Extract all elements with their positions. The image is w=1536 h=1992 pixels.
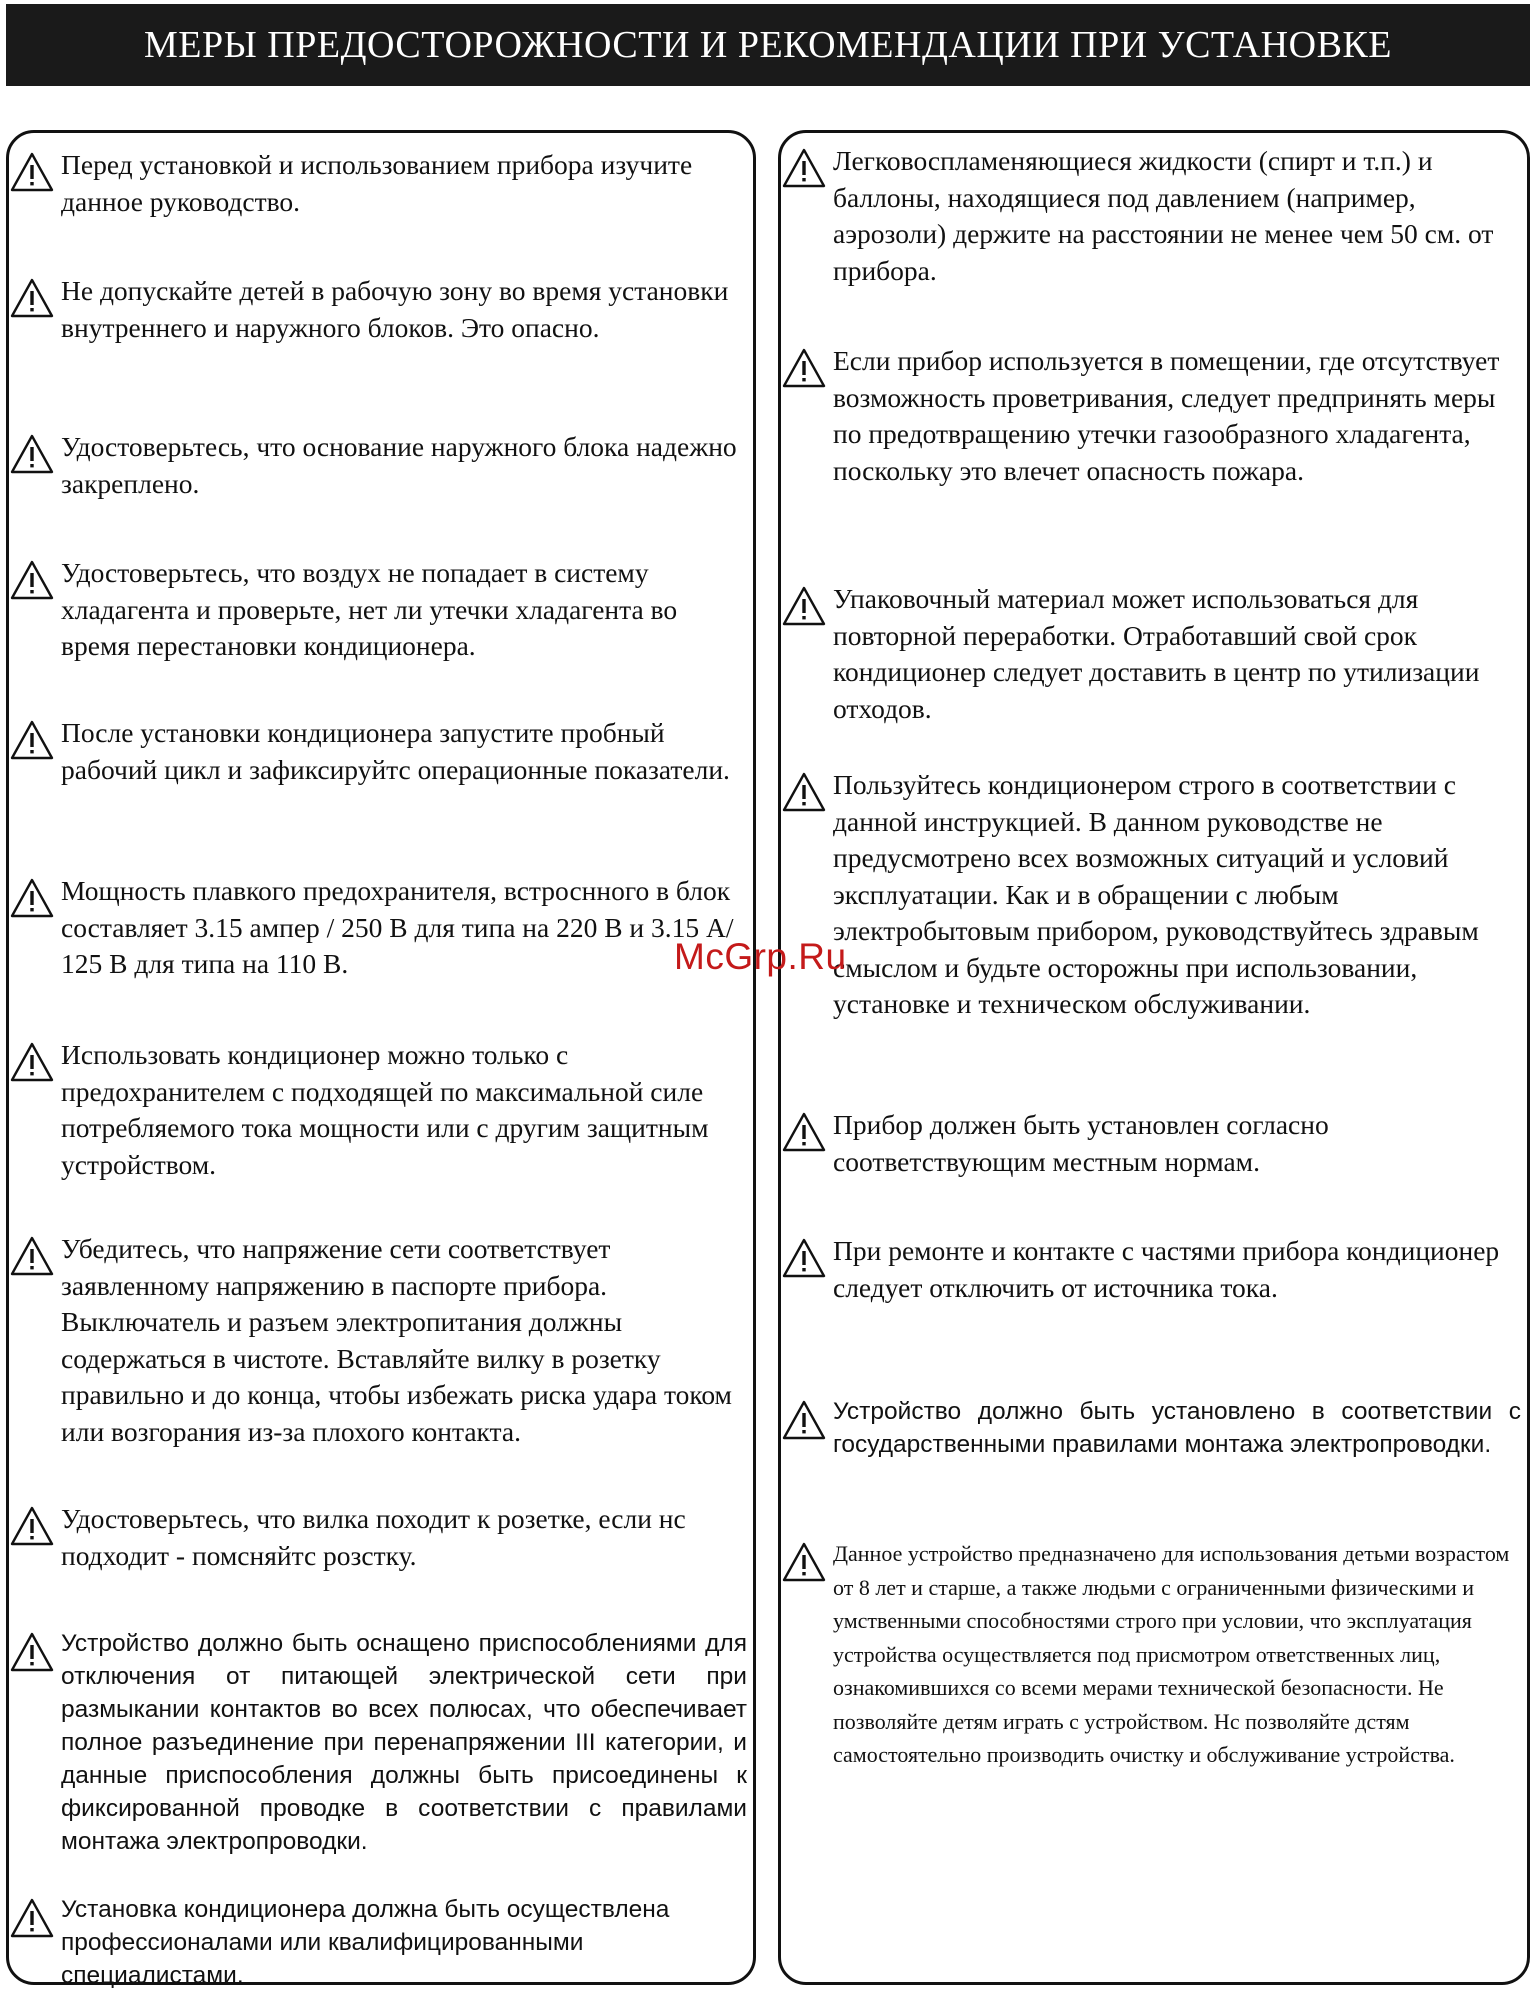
precaution-text: Устройство должно быть оснащено приспособлениями для отключения от питающей электрической сети при размыкании контактов во всех полюсах, что обеспечивает полное разъединение при перенапряжении III категории, и данные приспособления должны быть присоединены к фиксированной проводке в соответствии с правилами монтажа электропроводки. bbox=[61, 1630, 747, 1855]
precaution-item bbox=[781, 1537, 1527, 1772]
precaution-text: Удостоверьтесь, что основание наружного блока надежно закреплено. bbox=[61, 431, 737, 499]
warning-triangle-icon bbox=[9, 151, 55, 193]
precaution-item bbox=[9, 715, 753, 788]
precaution-text: Установка кондиционера должна быть осуществлена профессионалами или квалифицированными специалистами. bbox=[61, 1896, 670, 1989]
precaution-item bbox=[9, 1501, 753, 1574]
warning-triangle-icon bbox=[9, 433, 55, 475]
precaution-item bbox=[9, 429, 753, 502]
precaution-item bbox=[9, 1627, 753, 1858]
warning-triangle-icon bbox=[781, 585, 827, 627]
precautions-left-panel bbox=[6, 130, 756, 1989]
warning-triangle-icon bbox=[781, 1111, 827, 1153]
warning-triangle-icon bbox=[9, 1505, 55, 1547]
precaution-text: Пользуйтесь кондиционером строго в соответствии с данной инструкцией. В данном руководстве не предусмотрено всех возможных ситуаций и условий эксплуатации. Как и в обращении с любым электробытовым прибором, руководствуйтесь здравым смыслом и будьте осторожны при использовании, установке и техническом обслуживании. bbox=[833, 769, 1479, 1019]
precaution-item bbox=[781, 343, 1527, 489]
precaution-item bbox=[9, 555, 753, 665]
warning-triangle-icon bbox=[781, 347, 827, 389]
warning-triangle-icon bbox=[9, 877, 55, 919]
precaution-item bbox=[781, 767, 1527, 1023]
warning-triangle-icon bbox=[781, 1541, 827, 1583]
warning-triangle-icon bbox=[9, 559, 55, 601]
precaution-item bbox=[9, 273, 753, 346]
warning-triangle-icon bbox=[9, 1631, 55, 1673]
warning-triangle-icon bbox=[9, 1041, 55, 1083]
warning-triangle-icon bbox=[781, 771, 827, 813]
precaution-text: После установки кондиционера запустите пробный рабочий цикл и зафиксируйтс операционные показатели. bbox=[61, 717, 730, 785]
precaution-item bbox=[9, 1037, 753, 1183]
precaution-text: Прибор должен быть установлен согласно соответствующим местным нормам. bbox=[833, 1109, 1329, 1177]
warning-triangle-icon bbox=[9, 1897, 55, 1939]
precaution-text: Удостоверьтесь, что воздух не попадает в систему хладагента и проверьте, нет ли утечки хладагента во время перестановки кондиционера. bbox=[61, 557, 678, 661]
precaution-text: Упаковочный материал может использоваться для повторной переработки. Отработавший свой срок кондиционер следует доставить в центр по утилизации отходов. bbox=[833, 583, 1480, 724]
precaution-item bbox=[781, 1107, 1527, 1180]
precautions-right-panel bbox=[778, 130, 1530, 1985]
precaution-item bbox=[781, 581, 1527, 727]
precaution-text: Мощность плавкого предохранителя, встроснного в блок составляет 3.15 ампер / 250 В для типа на 220 В и 3.15 А/ 125 В для типа на 110 В. bbox=[61, 875, 734, 979]
warning-triangle-icon bbox=[781, 1237, 827, 1279]
precaution-item bbox=[9, 147, 753, 220]
precaution-text: Удостоверьтесь, что вилка походит к розетке, если нс подходит - помсняйтс розстку. bbox=[61, 1503, 686, 1571]
warning-triangle-icon bbox=[781, 1399, 827, 1441]
precaution-text: Не допускайте детей в рабочую зону во время установки внутреннего и наружного блоков. Это опасно. bbox=[61, 275, 729, 343]
precaution-text: Использовать кондиционер можно только с предохранителем с подходящей по максимальной силе потребляемого тока мощности или с другим защитным устройством. bbox=[61, 1039, 709, 1180]
watermark: McGrp.Ru bbox=[674, 936, 847, 977]
precaution-text: Устройство должно быть установлено в соответствии с государственными правилами монтажа электропроводки. bbox=[833, 1398, 1521, 1458]
precaution-item bbox=[9, 1231, 753, 1450]
warning-triangle-icon bbox=[9, 277, 55, 319]
precaution-item bbox=[9, 873, 753, 983]
warning-triangle-icon bbox=[9, 1235, 55, 1277]
precaution-item bbox=[781, 1395, 1527, 1461]
precaution-item bbox=[781, 143, 1527, 289]
warning-triangle-icon bbox=[9, 719, 55, 761]
precaution-text: Убедитесь, что напряжение сети соответствует заявленному напряжению в паспорте прибора. Выключатель и разъем электропитания должны содержаться в чистоте. Вставляйте вилку в розетку правильно и до конца, чтобы избежать риска удара током или возгорания из-за плохого контакта. bbox=[61, 1233, 732, 1447]
precaution-text: Если прибор используется в помещении, где отсутствует возможность проветривания, следует предпринять меры по предотвращению утечки газообразного хладагента, поскольку это влечет опасность пожара. bbox=[833, 345, 1500, 486]
page-title: МЕРЫ ПРЕДОСТОРОЖНОСТИ И РЕКОМЕНДАЦИИ ПРИ УСТАНОВКЕ bbox=[6, 4, 1530, 86]
precaution-item bbox=[781, 1233, 1527, 1306]
precaution-text: Данное устройство предназначено для использования детьми возрастом от 8 лет и старше, а также людьми с ограниченными физическими и умственными способностями строго при условии, что эксплуатация устройства осуществляется под присмотром ответственных лиц, ознакомившихся со всеми мерами технической безопасности. Не позволяйте детям играть с устройством. Нс позволяйте дстям самостоятельно производить очистку и обслуживание устройства. bbox=[833, 1541, 1510, 1767]
precaution-text: Легковоспламеняющиеся жидкости (спирт и т.п.) и баллоны, находящиеся под давлением (например, аэрозоли) держите на расстоянии не менее чем 50 см. от прибора. bbox=[833, 145, 1494, 286]
precaution-item bbox=[9, 1893, 753, 1992]
precaution-text: Перед установкой и использованием прибора изучите данное руководство. bbox=[61, 149, 693, 217]
warning-triangle-icon bbox=[781, 147, 827, 189]
precaution-text: При ремонте и контакте с частями прибора кондиционер следует отключить от источника тока. bbox=[833, 1235, 1500, 1303]
